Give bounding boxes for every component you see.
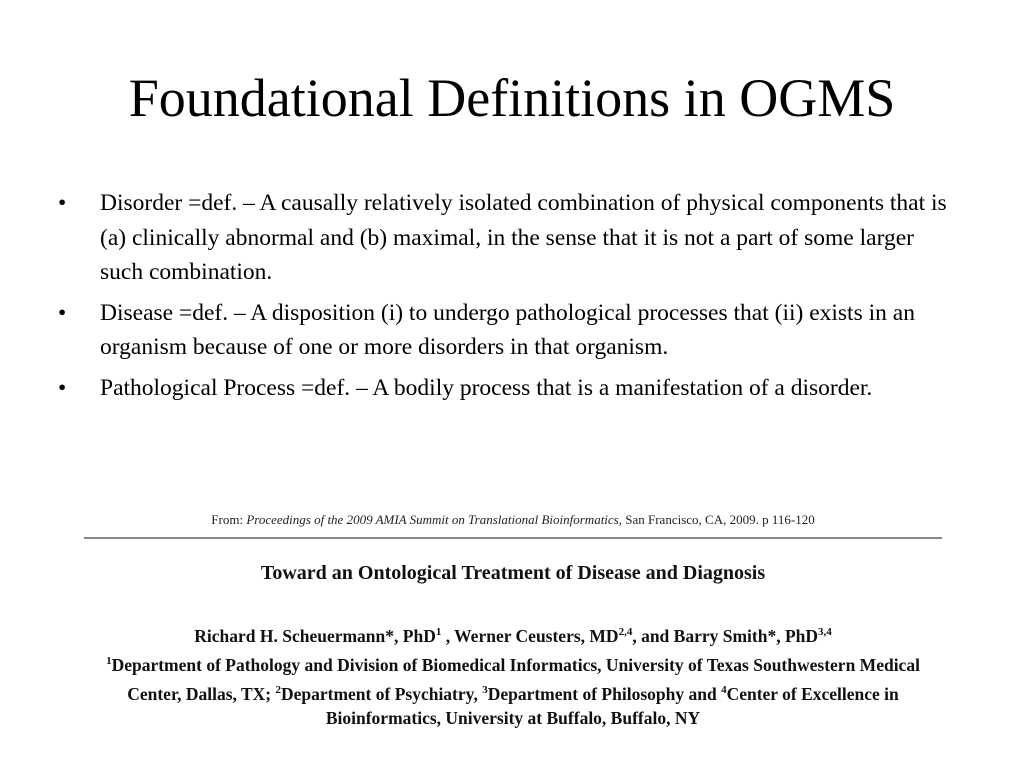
author-affiliation-marker: 3,4: [818, 626, 832, 638]
definition-disease: Disease =def. – A disposition (i) to undergo pathological processes that (ii) exists in an organism because of one or more disorders in that organism.: [100, 299, 915, 360]
definition-list: [58, 186, 958, 411]
definition-pathological-process: Pathological Process =def. – A bodily process that is a manifestation of a disorder.: [100, 374, 873, 401]
affiliation-marker: 1: [106, 654, 112, 667]
slide-title: Foundational Definitions in OGMS: [128, 68, 896, 128]
citation-prefix: From:: [211, 512, 247, 527]
affiliation-text: Center of Excellence in Bioinformatics, University at Buffalo, Buffalo, NY: [325, 683, 899, 729]
affiliation-text: Department of Philosophy and: [487, 683, 722, 704]
list-item: [58, 296, 958, 365]
citation-divider: [84, 537, 942, 539]
paper-authors: [80, 620, 946, 731]
affiliation-text: Department of Psychiatry,: [280, 683, 483, 704]
definition-disorder: Disorder =def. – A causally relatively isolated combination of physical components that is (a) clinically abnormal and (b) maximal, in the sense that it is not a part of some larger such combination.: [100, 190, 947, 285]
author-name: , and Barry Smith*, PhD: [632, 625, 819, 646]
affiliation-marker: 3: [482, 683, 488, 696]
bullet-dot-icon: •: [58, 374, 67, 401]
paper-excerpt-image: [80, 508, 946, 729]
affiliation-text: Department of Pathology and Division of Biomedical Informatics, University of Texas Southwestern Medical Center, Dallas, TX;: [111, 654, 920, 704]
list-item: [58, 186, 958, 290]
author-affiliation-marker: 1: [435, 626, 442, 638]
paper-citation: [80, 512, 946, 528]
citation-venue: Proceedings of the 2009 AMIA Summit on Translational Bioinformatics: [246, 512, 619, 527]
author-name: , Werner Ceusters, MD: [441, 625, 619, 646]
bullet-dot-icon: •: [58, 299, 67, 326]
affiliation-marker: 4: [721, 683, 727, 696]
affiliation-marker: 2: [275, 683, 281, 696]
bullet-dot-icon: •: [58, 190, 67, 216]
citation-suffix: , San Francisco, CA, 2009. p 116-120: [618, 512, 815, 527]
author-affiliation-marker: 2,4: [618, 626, 633, 638]
author-name: Richard H. Scheuermann*, PhD: [194, 625, 436, 646]
paper-title: Toward an Ontological Treatment of Disease and Diagnosis: [260, 562, 766, 584]
list-item: [58, 371, 958, 406]
